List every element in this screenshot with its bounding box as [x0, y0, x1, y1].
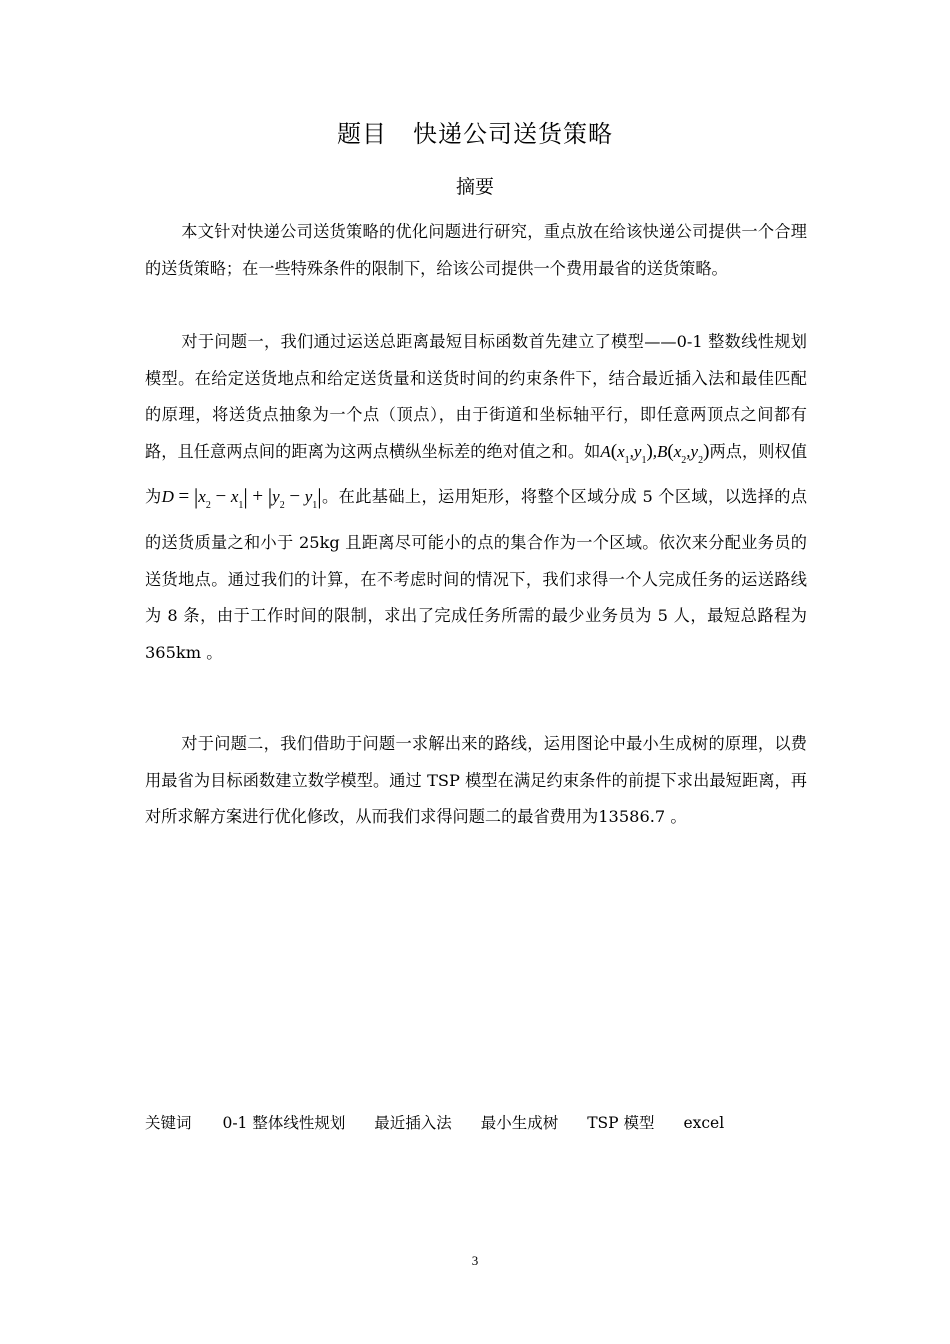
points-formula: $A(x_1,y_1),B(x_2,y_2)$	[600, 440, 710, 466]
keyword-item: 最小生成树	[480, 1114, 559, 1132]
abstract-paragraph-3-text: 对于问题二，我们借助于问题一求解出来的路线，运用图论中最小生成树的原理，以费用最省为目标函数建立数学模型。通过 TSP 模型在满足约束条件的前提下求出最短距离，再对所求解方案进行优化修改，从而我们求得问题二的最省费用为13586.7 。	[145, 734, 807, 827]
abstract-paragraph-2-text-a: 对于问题一，我们通过运送总距离最短目标函数首先建立了模型——0-1 整数线性规划模型。在给定送货地点和给定送货量和送货时间的约束条件下，结合最近插入法和最佳匹配的原理，将送货点抽象为一个点（顶点），由于街道和坐标轴平行，即任意两顶点之间都有路，且任意两点间的距离为这两点横纵坐标差的绝对值之和。如	[145, 332, 807, 461]
abstract-paragraph-3	[145, 726, 807, 836]
distance-formula: $D = |x_2 - x_1| + |y_2 - y_1|$	[161, 484, 322, 512]
keyword-item: TSP 模型	[587, 1114, 655, 1132]
abstract-paragraph-2-text-b: 。在此基础上，运用矩形，将整个区域分成 5 个区域，以选择的点的送货质量之和小于 25kg 且距离尽可能小的点的集合作为一个区域。依次来分配业务员的送货地点。通过我们的计算，在不考虑时间的情况下，我们求得一个人完成任务的运送路线为 8 条，由于工作时间的限制，求出了完成任务所需的最少业务员为 5 人，最短总路程为 365km 。	[145, 487, 808, 662]
abstract-heading: 摘要	[455, 176, 494, 198]
keywords-line	[145, 1111, 845, 1135]
paper-title	[0, 116, 950, 152]
title-prefix: 题目	[337, 120, 387, 148]
abstract-paragraph-1-text: 本文针对快递公司送货策略的优化问题进行研究，重点放在给该快递公司提供一个合理的送货策略；在一些特殊条件的限制下，给该公司提供一个费用最省的送货策略。	[145, 222, 807, 278]
keyword-item: 0-1 整体线性规划	[222, 1114, 346, 1132]
keyword-item: 最近插入法	[374, 1114, 452, 1132]
keyword-item: excel	[683, 1114, 725, 1132]
page-number: 3	[471, 1253, 479, 1268]
abstract-paragraph-2-text-mid: 两点，则权值为	[145, 441, 808, 507]
abstract-paragraph-1	[145, 214, 807, 287]
abstract-paragraph-2	[145, 324, 807, 671]
title-main: 快递公司送货策略	[413, 120, 613, 148]
keywords-label: 关键词	[145, 1114, 192, 1132]
